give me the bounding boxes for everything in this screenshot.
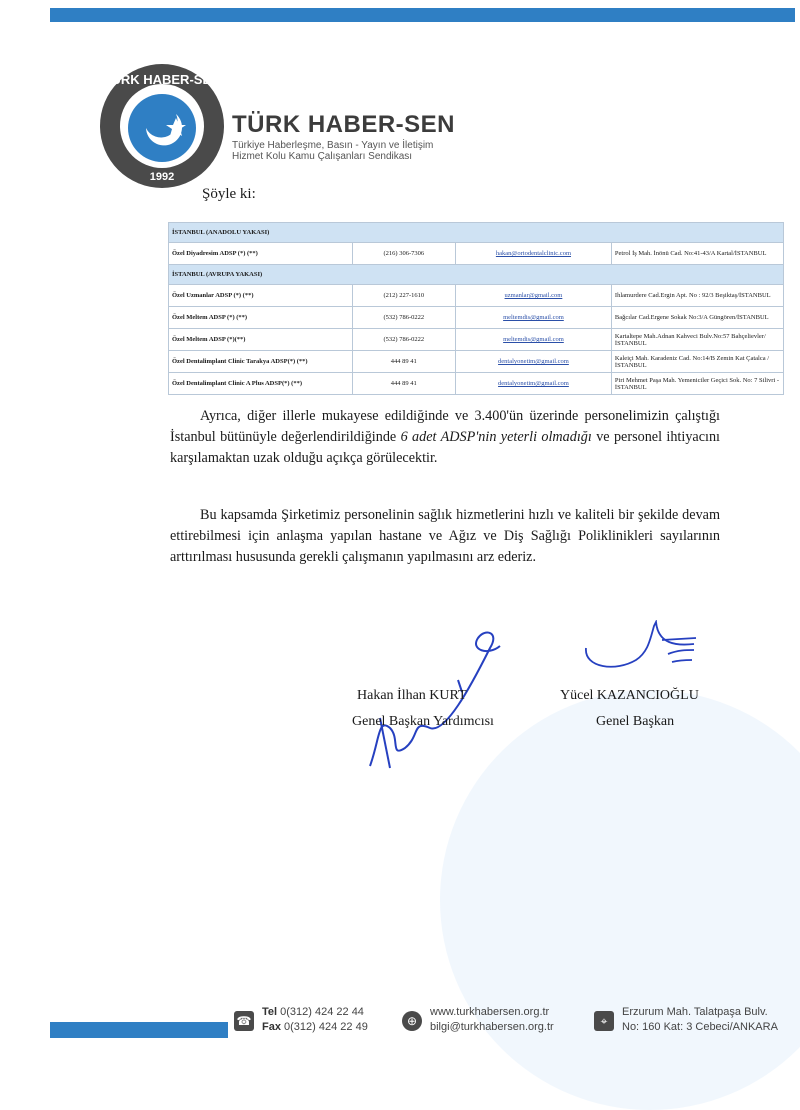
clinic-address: Kaleiçi Mah. Karadeniz Cad. No:14/B Zemin Kat Çatalca / İSTANBUL (611, 351, 783, 373)
location-pin-icon: ⌖ (594, 1011, 614, 1031)
table-row (169, 329, 784, 351)
clinic-phone: 444 89 41 (352, 373, 455, 395)
globe-icon: ⊕ (402, 1011, 422, 1031)
clinic-table (168, 222, 784, 395)
clinic-name: Özel Dentalimplant Clinic A Plus ADSP(*) (**) (169, 373, 353, 395)
footer-contact (262, 1005, 368, 1035)
table-row (169, 285, 784, 307)
paragraph-text: Ayrıca, diğer illerle mukayese edildiğinde ve 3.400'ün üzerinde personelimizin çalıştığı İstanbul bütünüyle değerlendirildiğinde (170, 408, 720, 445)
fax-number: 0(312) 424 22 49 (284, 1021, 368, 1033)
fax-label: Fax (262, 1021, 281, 1033)
clinic-name: Özel Uzmanlar ADSP (*) (**) (169, 285, 353, 307)
paragraph-request: Bu kapsamda Şirketimiz personelinin sağlık hizmetlerini hızlı ve kaliteli bir şekilde devam ettirebilmesi için anlaşma yapılan hastane ve Ağız ve Diş Sağlığı Poliklinikleri sayılarının arttırılması hususunda gerekli çalışmanın yapılmasını arz ederiz. (170, 507, 720, 565)
org-name: TÜRK HABER-SEN (232, 111, 455, 138)
signature-scribble-kazancioglu (576, 620, 716, 680)
table-row (169, 351, 784, 373)
table-row (169, 243, 784, 265)
clinic-name: Özel Diyadresim ADSP (*) (**) (169, 243, 353, 265)
clinic-phone: (212) 227-1610 (352, 285, 455, 307)
clinic-address: Bağcılar Cad.Ergene Sokak No:3/A Güngören/İSTANBUL (611, 307, 783, 329)
website-link[interactable]: www.turkhabersen.org.tr (430, 1006, 550, 1018)
section-title: İSTANBUL (AVRUPA YAKASI) (169, 265, 784, 285)
section-title: İSTANBUL (ANADOLU YAKASI) (169, 223, 784, 243)
clinic-email-link[interactable]: uzmanlar@gmail.com (455, 285, 611, 307)
footer-web (430, 1005, 554, 1035)
org-subtitle-line2: Hizmet Kolu Kamu Çalışanları Sendikası (232, 151, 413, 162)
clinic-address: Kartaltepe Mah.Adnan Kahveci Bulv.No:57 Bahçelievler/İSTANBUL (611, 329, 783, 351)
bottom-accent-bar (50, 1022, 228, 1038)
table-row (169, 307, 784, 329)
clinic-address: Piri Mehmet Paşa Mah. Yemeniciler Geçici Sok. No: 7 Silivri - İSTANBUL (611, 373, 783, 395)
tel-label: Tel (262, 1006, 278, 1018)
table-section-header (169, 223, 784, 243)
signatory-title: Genel Başkan (596, 714, 675, 729)
clinic-name: Özel Meltem ADSP (*)(**) (169, 329, 353, 351)
address-line2: No: 160 Kat: 3 Cebeci/ANKARA (622, 1021, 778, 1033)
signatory-title: Genel Başkan Yardımcısı (352, 714, 494, 729)
clinic-phone: (532) 786-0222 (352, 329, 455, 351)
clinic-name: Özel Meltem ADSP (*) (**) (169, 307, 353, 329)
paragraph-assessment (170, 406, 720, 469)
table-section-header (169, 265, 784, 285)
address-line1: Erzurum Mah. Talatpaşa Bulv. (622, 1006, 768, 1018)
phone-icon: ☎ (234, 1011, 254, 1031)
clinic-phone: (216) 306-7306 (352, 243, 455, 265)
clinic-address: Petrol İş Mah. İnönü Cad. No:41-43/A Kartal/İSTANBUL (611, 243, 783, 265)
org-subtitle-line1: Türkiye Haberleşme, Basın - Yayın ve İletişim (232, 140, 434, 151)
top-accent-bar (50, 8, 795, 22)
clinic-email-link[interactable]: meltemdis@gmail.com (455, 307, 611, 329)
table-row (169, 373, 784, 395)
clinic-email-link[interactable]: meltemdis@gmail.com (455, 329, 611, 351)
signatory-name: Hakan İlhan KURT (357, 688, 467, 703)
intro-text: Şöyle ki: (202, 186, 256, 202)
footer-address (622, 1005, 778, 1035)
clinic-address: Ihlamurdere Cad.Ergin Apt. No : 92/3 Beşiktaş/İSTANBUL (611, 285, 783, 307)
clinic-name: Özel Dentalimplant Clinic Tarakya ADSP(*) (**) (169, 351, 353, 373)
org-subtitle (232, 140, 492, 162)
union-logo (98, 62, 226, 190)
tel-number[interactable]: 0(312) 424 22 44 (280, 1006, 364, 1018)
paragraph-text: ve personel ihtiyacını karşılamaktan uzak olduğu açıkça görülecektir. (170, 429, 720, 466)
logo-text: TÜRK HABER-SEN (103, 72, 221, 87)
paragraph-emphasis: 6 adet ADSP'nin yeterli olmadığı (400, 429, 592, 445)
logo-year: 1992 (149, 171, 175, 183)
email-link[interactable]: bilgi@turkhabersen.org.tr (430, 1021, 554, 1033)
clinic-phone: (532) 786-0222 (352, 307, 455, 329)
clinic-phone: 444 89 41 (352, 351, 455, 373)
clinic-email-link[interactable]: dentalyonetim@gmail.com (455, 373, 611, 395)
signatory-name: Yücel KAZANCIOĞLU (560, 688, 699, 703)
clinic-email-link[interactable]: dentalyonetim@gmail.com (455, 351, 611, 373)
clinic-email-link[interactable]: hakan@ortodentalclinic.com (455, 243, 611, 265)
